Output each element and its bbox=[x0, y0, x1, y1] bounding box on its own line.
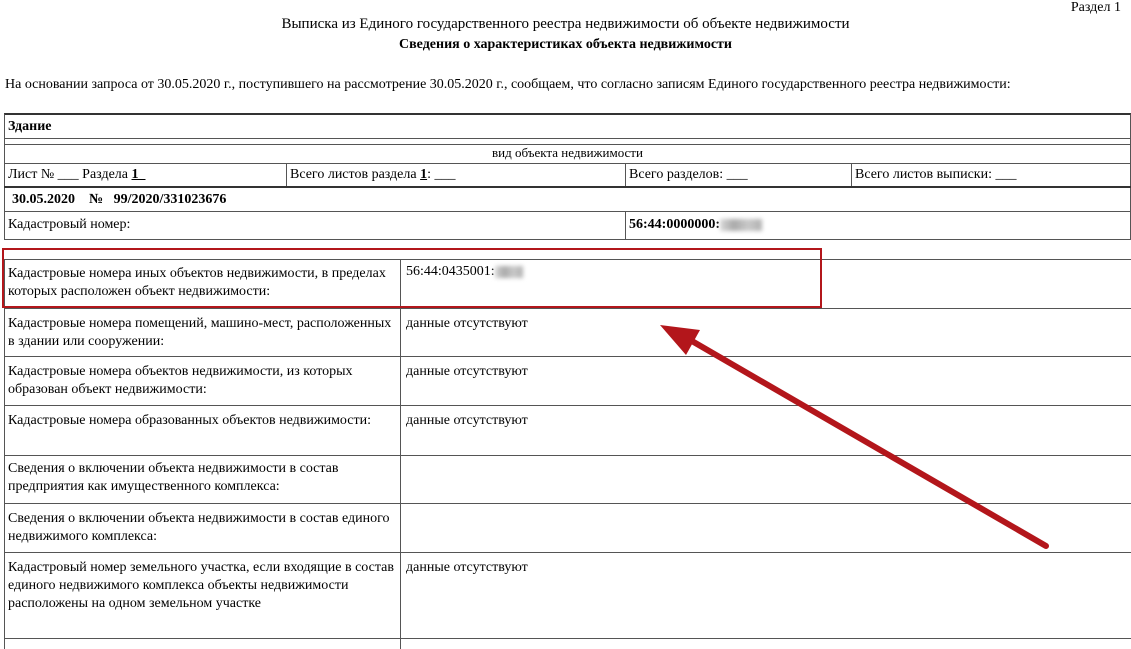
extract-date: 30.05.2020 bbox=[12, 192, 75, 207]
extract-number: 99/2020/331023676 bbox=[113, 192, 227, 207]
property-label: Кадастровые номера образованных объектов недвижимости: bbox=[8, 413, 371, 428]
property-label: Сведения о включении объекта недвижимости в состав единого недвижимого комплекса: bbox=[8, 511, 390, 544]
document-title: Выписка из Единого государственного реестра недвижимости об объекте недвижимости bbox=[281, 16, 850, 32]
total-extract-sheets: Всего листов выписки: ___ bbox=[855, 167, 1017, 182]
document-subtitle: Сведения о характеристиках объекта недвижимости bbox=[399, 37, 732, 52]
object-type-caption: вид объекта недвижимости bbox=[492, 145, 643, 160]
number-label: № bbox=[89, 192, 104, 207]
total-sheets-section: Всего листов раздела 1: ___ bbox=[290, 167, 456, 182]
sheet-section-value: 1 bbox=[131, 167, 139, 182]
property-label: Кадастровый номер земельного участка, если входящие в состав единого недвижимого комплекса объекты недвижимости расположены на одном земельном участке bbox=[8, 560, 394, 611]
property-value: 56:44:0435001: bbox=[402, 261, 902, 283]
property-label: Кадастровые номера помещений, машино-мест, расположенных в здании или сооружении: bbox=[8, 316, 392, 349]
property-label: Кадастровые номера иных объектов недвижимости, в пределах которых расположен объект недвижимости: bbox=[8, 266, 386, 299]
property-value: данные отсутствуют bbox=[406, 413, 528, 428]
property-label: Кадастровые номера объектов недвижимости, из которых образован объект недвижимости: bbox=[8, 364, 353, 397]
section-label: Раздел 1 bbox=[1070, 0, 1121, 15]
property-label: Сведения о включении объекта недвижимости в состав предприятия как имущественного комплекса: bbox=[8, 461, 339, 494]
property-value: данные отсутствуют bbox=[406, 316, 528, 331]
total-sections: Всего разделов: ___ bbox=[629, 167, 748, 182]
cadastral-label: Кадастровый номер: bbox=[8, 217, 131, 232]
sheet-number: Лист № ___ Раздела 1 bbox=[8, 167, 139, 182]
intro-text: На основании запроса от 30.05.2020 г., поступившего на рассмотрение 30.05.2020 г., сообщаем, что согласно записям Единого государственного реестра недвижимости: bbox=[5, 77, 1011, 92]
cadastral-value: 56:44:0000000: bbox=[625, 214, 766, 236]
object-type: Здание bbox=[8, 119, 52, 134]
property-value: данные отсутствуют bbox=[406, 364, 528, 379]
property-value: данные отсутствуют bbox=[406, 560, 528, 575]
